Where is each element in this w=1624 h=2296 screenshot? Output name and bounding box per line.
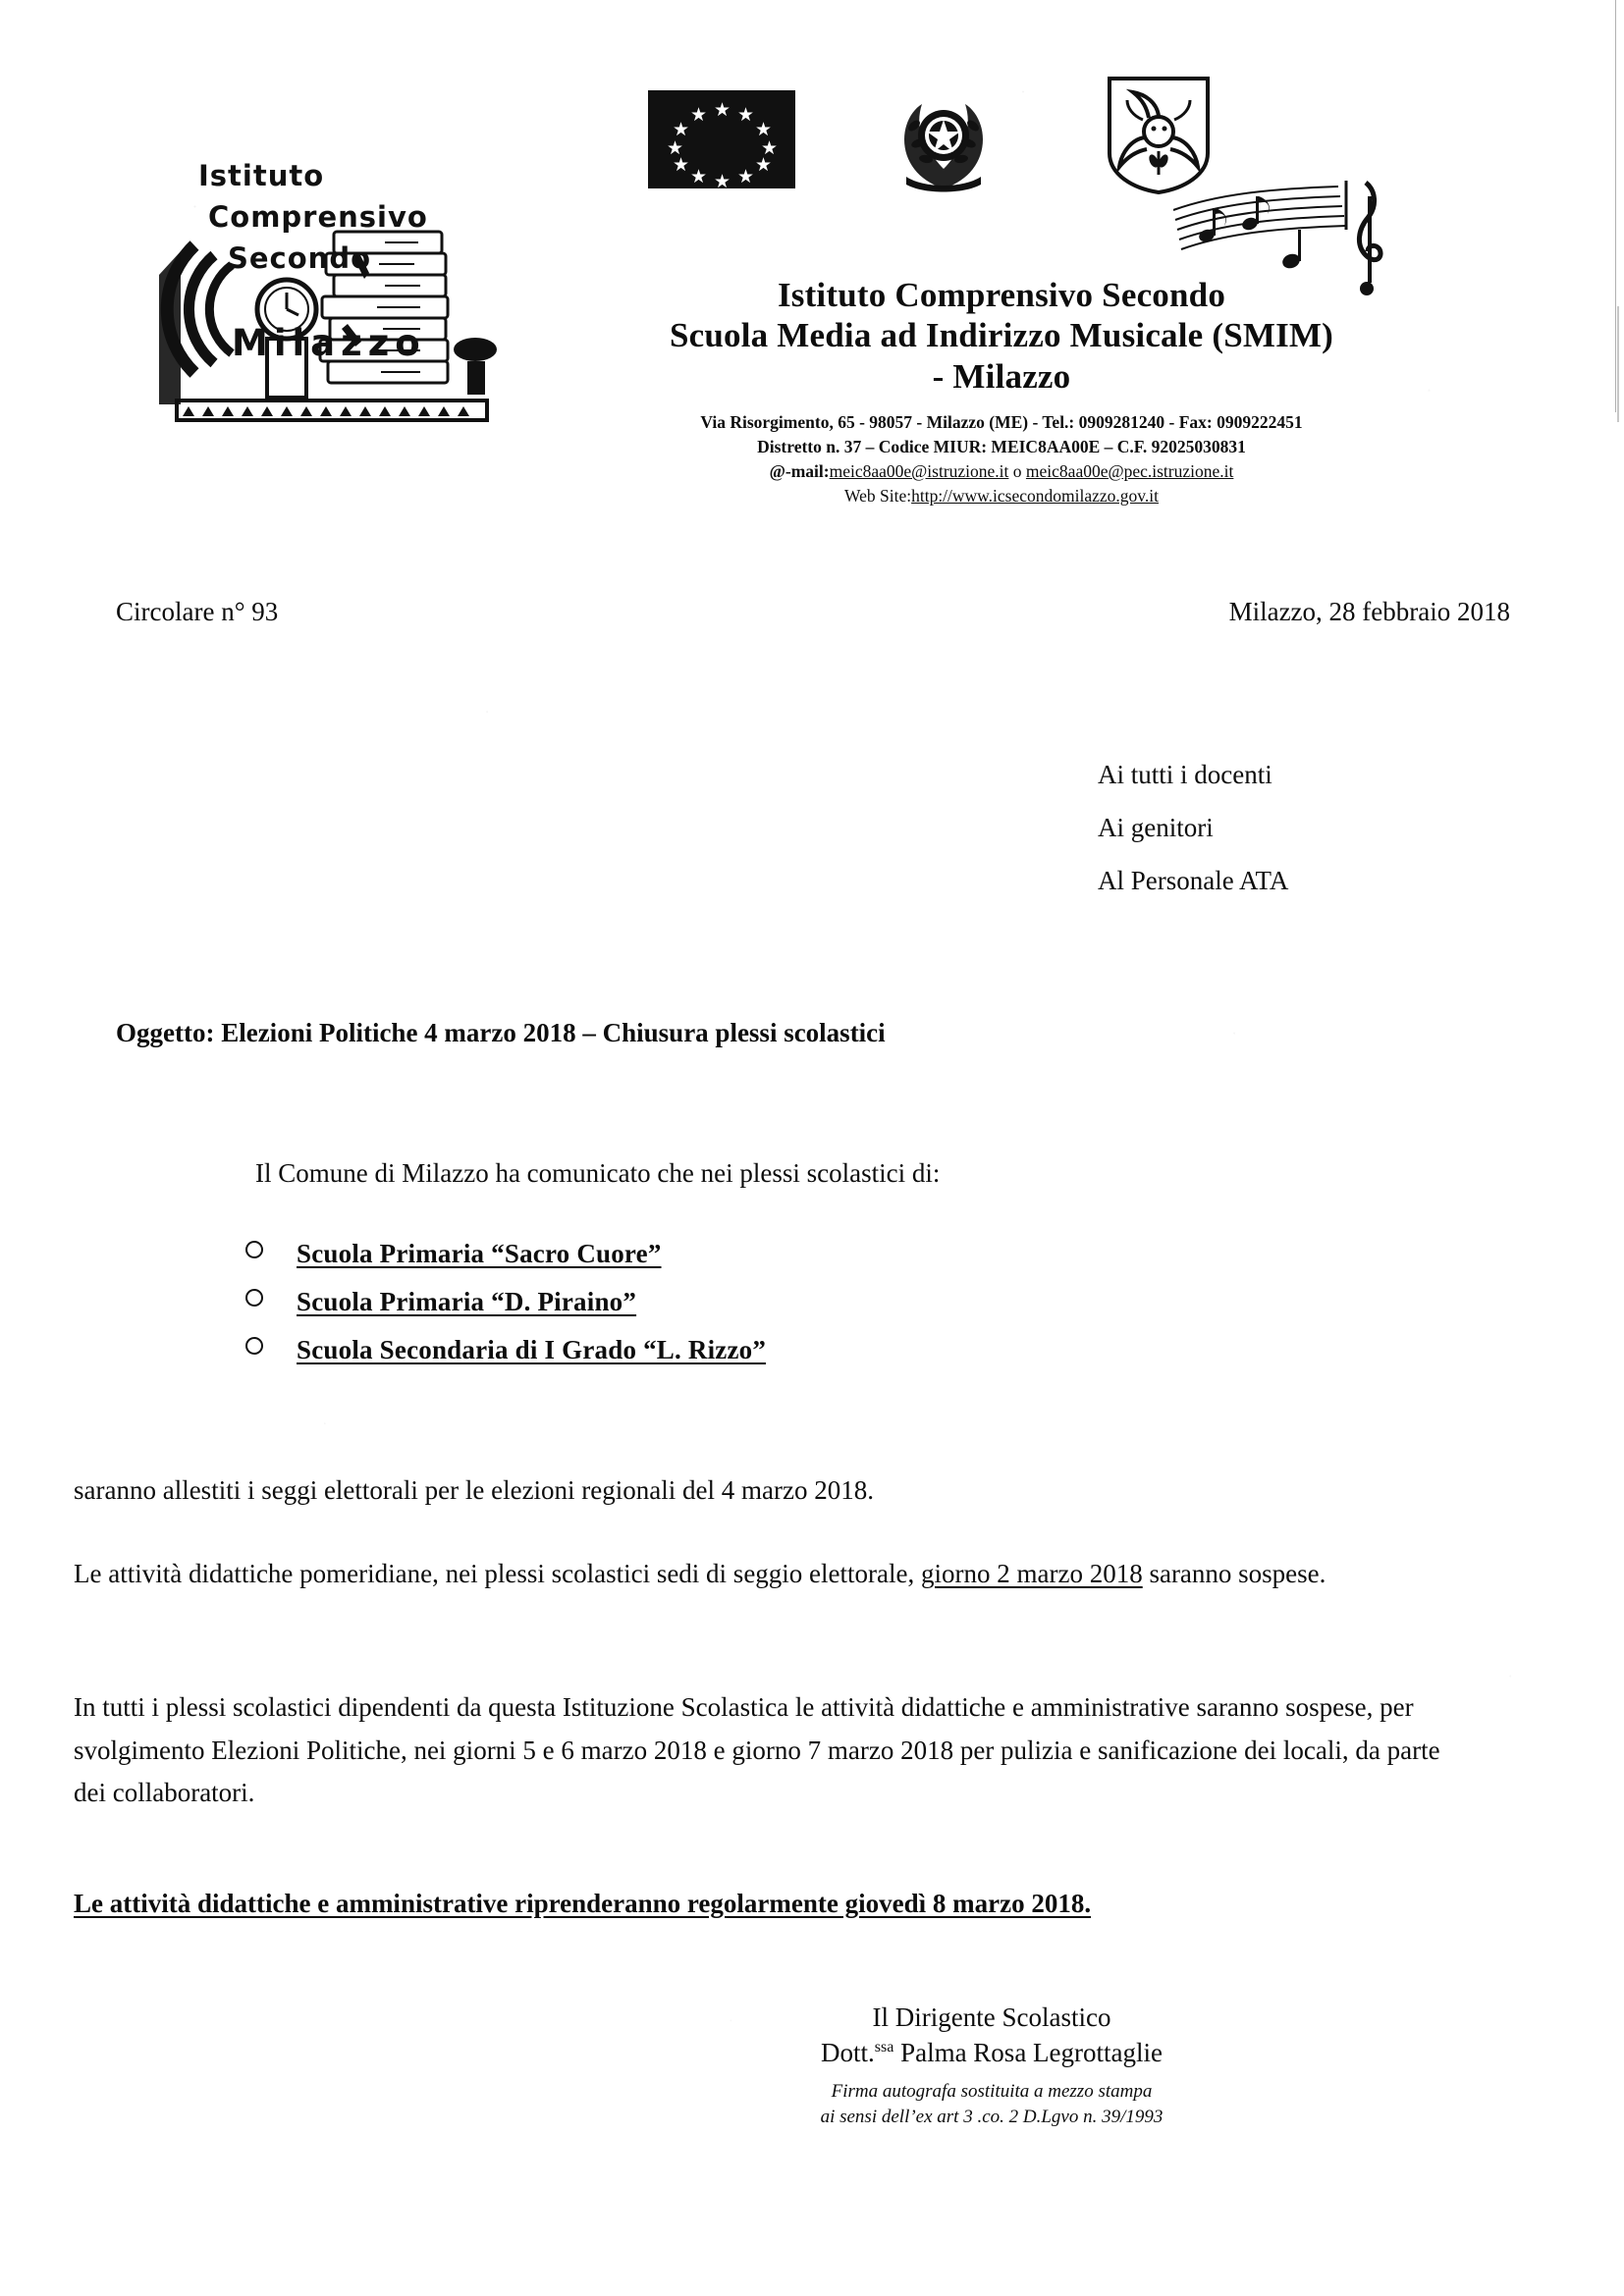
recipient-line: Ai genitori xyxy=(1098,813,1214,842)
intro-paragraph: Il Comune di Milazzo ha comunicato che nei plessi scolastici di: xyxy=(255,1158,941,1188)
school-title-line-3: - Milazzo xyxy=(932,356,1071,396)
bullet-circle-icon xyxy=(245,1241,263,1258)
school-title-line-1: Istituto Comprensivo Secondo xyxy=(777,276,1226,314)
school-address-line: Via Risorgimento, 65 - 98057 - Milazzo (ME) - Tel.: 0909281240 - Fax: 0909222451 xyxy=(700,412,1303,432)
list-item xyxy=(245,1335,1129,1365)
place-and-date: Milazzo, 28 febbraio 2018 xyxy=(1228,597,1510,626)
email-address-primary[interactable]: meic8aa00e@istruzione.it xyxy=(829,460,1009,481)
school-name: Scuola Primaria “Sacro Cuore” xyxy=(297,1239,662,1268)
school-email-line xyxy=(511,459,1492,484)
signatory-fullname: Palma Rosa Legrottaglie xyxy=(893,2038,1163,2068)
subject-line: Oggetto: Elezioni Politiche 4 marzo 2018 – Chiusura plessi scolastici xyxy=(116,1018,886,1047)
signature-note-line-1: Firma autografa sostituita a mezzo stampa xyxy=(831,2080,1153,2102)
website-url[interactable]: http://www.icsecondomilazzo.gov.it xyxy=(911,485,1160,506)
school-list xyxy=(245,1239,1129,1383)
body-paragraph-2 xyxy=(74,1553,1448,1596)
school-title-block xyxy=(550,275,1453,397)
school-title-line-2: Scuola Media ad Indirizzo Musicale (SMIM) xyxy=(669,316,1334,355)
recipient-line: Ai tutti i docenti xyxy=(1098,760,1272,789)
paragraph-2-text-after: saranno sospese. xyxy=(1149,1559,1326,1588)
signatory-role: Il Dirigente Scolastico xyxy=(872,2002,1111,2032)
scan-edge-artifact-secondary xyxy=(1617,306,1619,422)
body-paragraph-4 xyxy=(74,1883,1448,1926)
circular-number: Circolare n° 93 xyxy=(116,597,279,626)
body-paragraph-3: In tutti i plessi scolastici dipendenti da questa Istituzione Scolastica le attività didattiche e amministrative saranno sospese, per svolgimento Elezioni Politiche, nei giorni 5 e 6 marzo 2018 e giorno 7 marzo 2018 per pulizia e sanificazione dei locali, da parte dei collaboratori. xyxy=(74,1692,1440,1808)
scan-edge-artifact xyxy=(1615,0,1616,412)
resume-statement: Le attività didattiche e amministrative riprenderanno regolarmente giovedì 8 marzo 2018. xyxy=(74,1889,1092,1918)
website-label: Web Site: xyxy=(843,485,912,506)
list-item xyxy=(245,1287,1129,1317)
school-codes-line: Distretto n. 37 – Codice MIUR: MEIC8AA00E – C.F. 92025030831 xyxy=(757,436,1246,456)
email-separator: o xyxy=(1008,460,1026,481)
emblem-row xyxy=(648,90,1257,198)
email-address-pec[interactable]: meic8aa00e@pec.istruzione.it xyxy=(1025,460,1234,481)
european-union-flag-emblem: ★ ★ ★ ★ ★ ★ ★ ★ ★ ★ ★ ★ xyxy=(648,90,795,188)
italian-republic-emblem xyxy=(889,86,999,194)
logo-word-secondo: Secondo xyxy=(228,241,371,275)
school-logo-graphic xyxy=(137,157,560,432)
recipient-line: Al Personale ATA xyxy=(1098,866,1289,895)
school-logo xyxy=(137,157,560,432)
recipients-block xyxy=(1098,748,1288,907)
list-item xyxy=(245,1239,1129,1269)
circular-meta-row xyxy=(116,597,1510,627)
school-website-line xyxy=(511,484,1492,508)
suspension-date-underlined: giorno 2 marzo 2018 xyxy=(921,1559,1143,1588)
signatory-name xyxy=(687,2035,1296,2070)
logo-word-milazzo: Milazzo xyxy=(232,322,426,364)
logo-word-comprensivo: Comprensivo xyxy=(208,200,428,234)
body-paragraph-1: saranno allestiti i seggi elettorali per le elezioni regionali del 4 marzo 2018. xyxy=(74,1475,874,1505)
logo-word-istituto: Istituto xyxy=(198,159,325,192)
signatory-title-suffix: ssa xyxy=(874,2039,894,2056)
email-label: @-mail: xyxy=(769,460,830,481)
bullet-circle-icon xyxy=(245,1289,263,1307)
school-name: Scuola Secondaria di I Grado “L. Rizzo” xyxy=(297,1335,767,1364)
paragraph-2-text-before: Le attività didattiche pomeridiane, nei plessi scolastici sedi di seggio elettorale, xyxy=(74,1559,921,1588)
school-name: Scuola Primaria “D. Piraino” xyxy=(297,1287,637,1316)
signatory-title-prefix: Dott. xyxy=(820,2038,875,2068)
signature-block xyxy=(687,2001,1296,2131)
bullet-circle-icon xyxy=(245,1337,263,1355)
school-contact-block xyxy=(511,410,1492,507)
signature-note-line-2: ai sensi dell’ex art 3 .co. 2 D.Lgvo n. 39/1993 xyxy=(820,2107,1164,2128)
